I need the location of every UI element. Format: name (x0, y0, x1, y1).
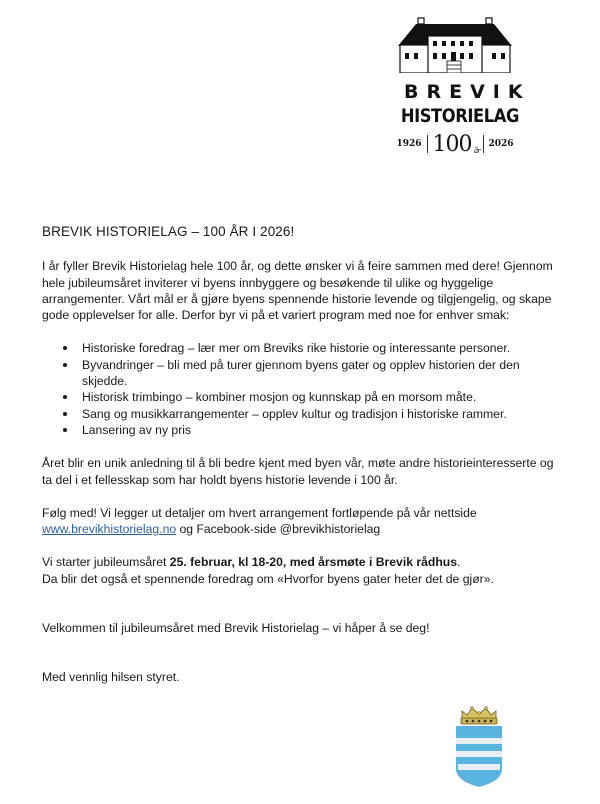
intro-paragraph: I år fyller Brevik Historielag hele 100 år, og dette ønsker vi å feire sammen med dere! Gjennom hele jubileumsåret inviterer vi byens innbyggere og besøkende til ulike og hyggelige arrangementer. Vårt mål er å gjøre byens spennende historie levende og tilgjengelig, og skape gode opplevelser for alle. Derfor byr vi på et variert program med noe for enhver smak: (42, 259, 553, 323)
list-item: Byvandringer – bli med på turer gjennom byens gater og opplev historien der den skjedde. (42, 357, 562, 390)
start-period: . (457, 555, 461, 570)
logo-title-historielag: HISTORIELAG (400, 105, 519, 127)
logo-divider (427, 135, 428, 153)
list-item: Historiske foredrag – lær mer om Breviks rike historie og interessante personer. (42, 340, 562, 356)
event-list (42, 340, 562, 438)
coat-of-arms-icon (452, 705, 506, 790)
manor-house-icon (396, 16, 514, 78)
community-paragraph: Året blir en unik anledning til å bli bedre kjent med byen vår, møte andre historieinteresserte og ta del i et fellesskap som har holdt byens historie levende i 100 år. (42, 456, 554, 487)
page-title: BREVIK HISTORIELAG – 100 ÅR I 2026! (42, 224, 295, 239)
logo-anniversary-suffix: år (473, 146, 480, 155)
logo-anniversary-row (396, 132, 514, 156)
logo-title-brevik: BREVIK (404, 81, 531, 103)
start-text: Vi starter jubileumsåret (42, 555, 170, 570)
list-item: Historisk trimbingo – kombiner mosjon og kunnskap på en morsom måte. (42, 389, 562, 405)
website-link[interactable]: www.brevikhistorielag.no (42, 522, 177, 537)
crown-icon (461, 707, 497, 725)
letter-body (42, 224, 562, 686)
list-item: Lansering av ny pris (42, 422, 562, 438)
follow-text: Følg med! Vi legger ut detaljer om hvert arrangement fortløpende på vår nettside (42, 505, 477, 520)
follow-paragraph (42, 505, 562, 538)
logo-year-start: 1926 (396, 139, 422, 149)
logo-divider (483, 135, 484, 153)
start-paragraph (42, 554, 562, 587)
start-date-location: 25. februar, kl 18-20, med årsmøte i Brevik rådhus (169, 555, 458, 570)
logo-anniversary (432, 131, 480, 157)
list-item: Sang og musikkarrangementer – opplev kultur og tradisjon i historiske rammer. (42, 406, 562, 422)
brevik-historielag-logo (396, 16, 531, 157)
facebook-text: og Facebook-side @brevikhistorielag (176, 522, 381, 537)
welcome-text: Velkommen til jubileumsåret med Brevik Historielag – vi håper å se deg! (42, 621, 430, 636)
logo-year-end: 2026 (488, 139, 514, 149)
lecture-text: Da blir det også et spennende foredrag om «Hvorfor byens gater heter det de gjør». (42, 571, 494, 586)
regards-text: Med vennlig hilsen styret. (42, 670, 180, 685)
logo-anniversary-number: 100 (432, 131, 472, 157)
